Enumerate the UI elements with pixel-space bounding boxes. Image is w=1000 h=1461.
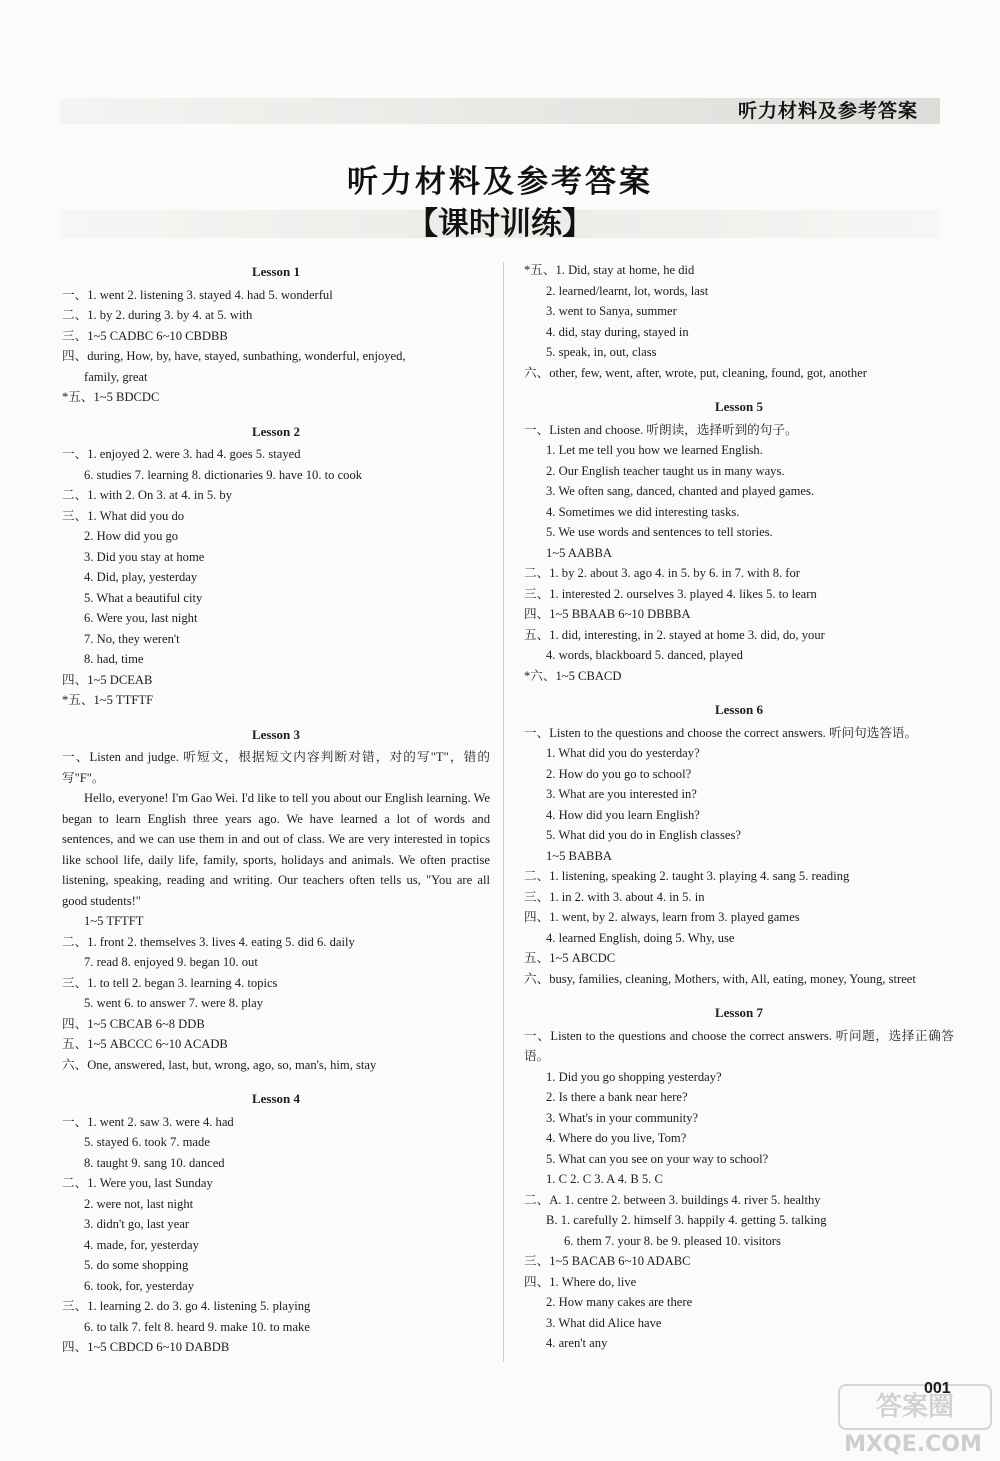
answer-line: 3. didn't go, last year [84,1217,190,1231]
answer-line: 2. How did you go [84,529,179,543]
answer-line: 二、1. with 2. On 3. at 4. in 5. by [62,488,233,502]
answer-line: 8. taught 9. sang 10. danced [84,1155,225,1170]
answer-line: 3. What's in your community? [546,1110,699,1125]
answer-line: 2. learned/learnt, lot, words, last [546,283,709,298]
answer-line: 三、1~5 CADBC 6~10 CBDBB [62,328,228,343]
answer-line: 4. aren't any [546,1336,608,1350]
answer-line: 三、1. in 2. with 3. about 4. in 5. in [524,889,705,904]
answer-line: 6. took, for, yesterday [84,1278,195,1293]
lesson-heading: Lesson 7 [714,1005,764,1020]
answer-line: 二、1. by 2. about 3. ago 4. in 5. by 6. in 7. with 8. for [524,566,800,580]
answer-line: 5. What can you see on your way to school? [546,1151,769,1166]
answer-line: *六、1~5 CBACD [524,668,622,683]
answer-line: *五、1~5 TTFTF [62,693,154,707]
page-number: 001 [924,1380,951,1397]
answer-line: 1. C 2. C 3. A 4. B 5. C [546,1172,663,1186]
answer-line: 1. Did you go shopping yesterday? [546,1069,722,1084]
running-header: 听力材料及参考答案 [737,100,918,122]
lesson-heading: Lesson 2 [251,423,301,439]
answer-line: 3. What are you interested in? [546,787,697,801]
lesson-heading: Lesson 1 [251,264,301,279]
lesson-heading: Lesson 5 [714,399,764,414]
answer-line: 二、1. listening, speaking 2. taught 3. playing 4. sang 5. reading [524,869,850,883]
answer-line: 四、1~5 DCEAB [62,672,153,687]
answer-line: 2. Is there a bank near here? [546,1090,688,1104]
answer-line: 2. were not, last night [84,1196,194,1211]
answer-line: 四、1~5 CBCAB 6~8 DDB [62,1016,205,1031]
answer-line: 4. Did, play, yesterday [84,570,198,584]
answer-line: 二、1. Were you, last Sunday [62,1176,213,1190]
answer-line: *五、1~5 BDCDC [62,390,160,404]
answer-line: 四、1~5 CBDCD 6~10 DABDB [62,1340,230,1354]
answer-line: 1~5 AABBA [546,545,612,560]
answer-line: 四、during, How, by, have, stayed, sunbathing, wonderful, enjoyed, [62,349,406,363]
answer-line: 三、1~5 BACAB 6~10 ADABC [524,1254,691,1268]
answer-line: 6. Were you, last night [84,611,198,625]
answer-line: 四、1. Where do, live [524,1274,637,1289]
answer-line: 4. learned English, doing 5. Why, use [546,930,735,945]
answer-line: 二、A. 1. centre 2. between 3. buildings 4. river 5. healthy [524,1192,821,1207]
answer-line: 五、1. did, interesting, in 2. stayed at home 3. did, do, your [524,627,825,642]
answer-line: 六、busy, families, cleaning, Mothers, with, All, eating, money, Young, street [524,971,916,986]
answer-line: 1. What did you do yesterday? [546,746,700,760]
answer-line: B. 1. carefully 2. himself 3. happily 4. getting 5. talking [546,1213,827,1227]
question-instruction: 一、Listen to the questions and choose the correct answers. 听问题，选择正确答语。 [524,1028,954,1063]
answer-line: 五、1~5 ABCCC 6~10 ACADB [62,1037,228,1051]
answer-line: 4. Where do you live, Tom? [546,1131,687,1145]
answer-line: 1. Let me tell you how we learned English. [546,443,763,457]
answer-line: 5. We use words and sentences to tell stories. [546,525,773,539]
answer-line: 三、1. interested 2. ourselves 3. played 4. likes 5. to learn [524,586,817,601]
question-instruction: 一、Listen and choose. 听朗读，选择听到的句子。 [524,422,798,437]
left-column [62,262,490,1358]
lesson-heading: Lesson 3 [251,726,301,742]
answer-line: 5. speak, in, out, class [546,345,657,359]
lesson-heading: Lesson 4 [251,1091,301,1106]
answer-line: 6. studies 7. learning 8. dictionaries 9. have 10. to cook [84,467,363,482]
answer-line: 五、1~5 ABCDC [524,951,616,965]
answer-line: 8. had, time [84,652,144,666]
answer-line: 二、1. by 2. during 3. by 4. at 5. with [62,308,253,322]
answer-line: 7. No, they weren't [84,631,180,646]
answer-line: 四、1. went, by 2. always, learn from 3. played games [524,910,800,924]
watermark-logo: 答案圈 [838,1384,992,1430]
answer-line: 3. went to Sanya, summer [546,304,677,318]
answer-line: 六、other, few, went, after, wrote, put, cleaning, found, got, another [524,365,867,380]
answer-line: 2. Our English teacher taught us in many ways. [546,463,785,478]
answer-line: 4. How did you learn English? [546,807,700,822]
right-column [524,260,954,1354]
answer-line: 4. words, blackboard 5. danced, played [546,648,743,662]
answer-line: *五、1. Did, stay at home, he did [524,263,695,277]
answer-line: 一、1. went 2. listening 3. stayed 4. had 5. wonderful [62,287,333,302]
listening-passage: Hello, everyone! I'm Gao Wei. I'd like to tell you about our English learning. We began to learn English three years ago. We have learned a lot of words and sentences, and we can use them in and out of class. We are very interested in topics like school life, daily life, family, sports, holidays and animals. We often practise listening, speaking, reading and writing. Our teachers often tells us, "You are all good students!" [62,791,490,908]
answer-line: 7. read 8. enjoyed 9. began 10. out [84,955,258,969]
answer-line: 5. went 6. to answer 7. were 8. play [84,996,264,1010]
answer-line: 3. We often sang, danced, chanted and played games. [546,484,815,498]
question-instruction: 一、Listen to the questions and choose the correct answers. 听问句选答语。 [524,725,918,740]
answer-line: 3. Did you stay at home [84,549,205,564]
answer-line: 三、1. learning 2. do 3. go 4. listening 5. playing [62,1299,311,1313]
answer-line: 5. What a beautiful city [84,590,203,605]
answer-line: 一、1. enjoyed 2. were 3. had 4. goes 5. stayed [62,447,301,461]
answer-line: 六、One, answered, last, but, wrong, ago, so, man's, him, stay [62,1057,377,1072]
page-subtitle: 【课时训练】 [407,206,593,242]
answer-line: 5. stayed 6. took 7. made [84,1135,210,1149]
page-title: 听力材料及参考答案 [347,164,653,200]
answer-line: 一、1. went 2. saw 3. were 4. had [62,1114,234,1129]
answer-line: family, great [84,369,148,384]
answer-line: 4. made, for, yesterday [84,1237,199,1252]
answer-line: 1~5 TFTFT [84,914,144,928]
question-instruction: 一、Listen and judge. 听短文，根据短文内容判断对错，对的写"T"，错的写"F"。 [62,750,490,785]
answer-line: 二、1. front 2. themselves 3. lives 4. eating 5. did 6. daily [62,934,355,949]
answer-line: 三、1. to tell 2. began 3. learning 4. topics [62,975,278,990]
answer-line: 1~5 BABBA [546,848,612,863]
answer-line: 4. did, stay during, stayed in [546,324,689,339]
answer-line: 6. to talk 7. felt 8. heard 9. make 10. to make [84,1319,310,1334]
answer-line: 2. How many cakes are there [546,1295,693,1309]
column-divider [503,262,504,1362]
watermark-site: MXQE.COM [844,1432,982,1457]
answer-line: 5. What did you do in English classes? [546,828,741,842]
answer-line: 4. Sometimes we did interesting tasks. [546,504,740,519]
answer-line: 6. them 7. your 8. be 9. pleased 10. visitors [564,1233,781,1248]
answer-line: 四、1~5 BBAAB 6~10 DBBBA [524,607,691,621]
answer-line: 2. How do you go to school? [546,766,692,781]
answer-line: 3. What did Alice have [546,1315,662,1330]
lesson-heading: Lesson 6 [714,702,764,717]
answer-line: 5. do some shopping [84,1258,189,1272]
answer-line: 三、1. What did you do [62,508,185,523]
